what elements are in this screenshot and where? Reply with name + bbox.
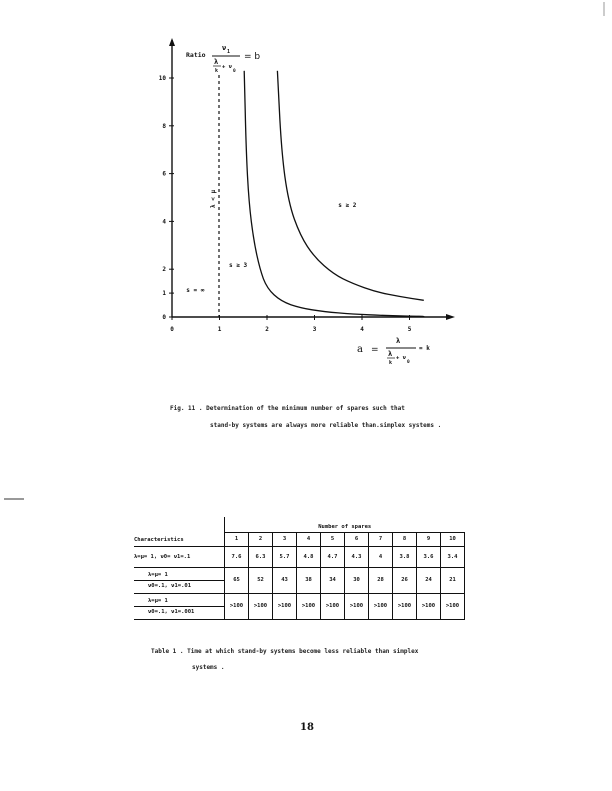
table-cell: >100 — [393, 593, 417, 619]
table-cell: 26 — [393, 567, 417, 593]
table-cell: 28 — [369, 567, 393, 593]
y-title-equals: = b — [244, 52, 261, 62]
table-cell: 6.3 — [249, 546, 273, 567]
x-title-numerator: λ — [396, 337, 401, 345]
row-characteristics-label — [134, 567, 225, 593]
table-cell: >100 — [249, 593, 273, 619]
y-tick-label: 6 — [162, 170, 166, 178]
x-title-a: a — [357, 344, 363, 355]
x-tick-label: 3 — [312, 326, 317, 333]
table-cell: 21 — [441, 567, 465, 593]
row-label-line2: ν0=.1, ν1=.001 — [148, 608, 195, 615]
table-row — [134, 546, 465, 567]
x-ticks — [170, 315, 412, 333]
spares-table — [134, 517, 465, 620]
x-title-denominator-k: k — [389, 360, 393, 366]
x-title-denominator-sub: 0 — [407, 360, 410, 365]
y-axis-arrowhead — [169, 38, 175, 46]
x-title-denominator-plus: + ν — [396, 355, 406, 361]
y-tick-label: 2 — [162, 266, 166, 274]
spares-column-header: 2 — [249, 532, 273, 546]
y-title-numerator-sub: 1 — [227, 49, 231, 55]
y-tick-label: 0 — [162, 314, 166, 321]
table-cell: 4.3 — [345, 546, 369, 567]
table-cell: >100 — [345, 593, 369, 619]
asymptote-label: λ < μ — [210, 189, 217, 208]
row-label-line1: λ=μ= 1 — [134, 570, 224, 581]
table-cell: 52 — [249, 567, 273, 593]
y-axis-title — [186, 44, 260, 74]
table-caption-line1: Table 1 . Time at which stand-by systems become less reliable than simplex — [151, 648, 419, 655]
table-cell: >100 — [321, 593, 345, 619]
table-cell: >100 — [417, 593, 441, 619]
y-title-denominator-sub: 0 — [233, 69, 236, 74]
table-cell: 34 — [321, 567, 345, 593]
table-cell: 7.6 — [225, 546, 249, 567]
row-characteristics-label — [134, 546, 225, 567]
spares-header: Number of spares — [225, 517, 465, 532]
y-tick-label: 10 — [158, 75, 166, 82]
table-row — [134, 593, 465, 619]
y-title-numerator: ν — [222, 44, 227, 52]
table-cell: 38 — [297, 567, 321, 593]
table-caption-line2: systems . — [192, 664, 225, 671]
y-title-denominator: λ — [214, 58, 219, 66]
x-title-equals: = — [371, 345, 379, 355]
spares-column-header: 3 — [273, 532, 297, 546]
table-cell: 5.7 — [273, 546, 297, 567]
table-cell: >100 — [369, 593, 393, 619]
table-cell: 3.6 — [417, 546, 441, 567]
table-cell: 24 — [417, 567, 441, 593]
row-label-line2: ν0=.1, ν1=.01 — [148, 582, 192, 589]
y-tick-label: 4 — [162, 218, 166, 226]
spares-column-header: 7 — [369, 532, 393, 546]
row-label-line1: λ=μ= 1 — [134, 596, 224, 607]
table-cell: 3.8 — [393, 546, 417, 567]
page-number: 18 — [300, 722, 314, 733]
table-cell: 3.4 — [441, 546, 465, 567]
table-cell: >100 — [273, 593, 297, 619]
curve-annotations — [186, 202, 356, 294]
x-tick-label: 1 — [217, 326, 222, 333]
y-title-word: Ratio — [186, 51, 206, 59]
spares-column-header: 5 — [321, 532, 345, 546]
curve-annotation: s ≥ 3 — [229, 261, 248, 269]
spares-column-header: 8 — [393, 532, 417, 546]
curve-s-ge-3 — [244, 71, 424, 317]
table-cell: >100 — [225, 593, 249, 619]
spares-column-header: 1 — [225, 532, 249, 546]
figure-caption-line2: stand-by systems are always more reliable than.simplex systems . — [210, 422, 442, 429]
spares-column-header: 10 — [441, 532, 465, 546]
x-axis-arrowhead — [446, 314, 455, 320]
characteristics-header: Characteristics — [134, 517, 225, 546]
table-cell: 4.8 — [297, 546, 321, 567]
x-tick-label: 4 — [360, 326, 364, 333]
y-title-denominator-plus: + ν — [222, 64, 232, 70]
table-cell: >100 — [441, 593, 465, 619]
row-characteristics-label — [134, 593, 225, 619]
table-cell: 43 — [273, 567, 297, 593]
x-tick-label: 2 — [265, 326, 269, 333]
row-label-line1: λ=μ= 1, ν0= ν1=.1 — [134, 553, 191, 560]
y-title-denominator-k: k — [215, 68, 219, 74]
y-tick-label: 1 — [162, 290, 166, 298]
table-cell: 4.7 — [321, 546, 345, 567]
table-cell: 4 — [369, 546, 393, 567]
spares-column-header: 4 — [297, 532, 321, 546]
table-cell: 30 — [345, 567, 369, 593]
y-tick-label: 8 — [162, 122, 166, 130]
table-row — [134, 567, 465, 593]
curve-s-ge-2 — [277, 71, 423, 300]
spares-column-header: 9 — [417, 532, 441, 546]
table-cell: >100 — [297, 593, 321, 619]
x-axis-title — [357, 337, 430, 366]
curve-annotation: s ≥ 2 — [338, 202, 357, 210]
x-title-denominator: λ — [388, 350, 393, 358]
x-tick-label: 5 — [407, 326, 412, 333]
x-tick-label: 0 — [170, 326, 174, 333]
curve-annotation: s = ∞ — [186, 286, 205, 294]
table-cell: 65 — [225, 567, 249, 593]
figure-caption-line1: Fig. 11 . Determination of the minimum number of spares such that — [170, 405, 405, 412]
spares-column-header: 6 — [345, 532, 369, 546]
x-title-tail: = k — [419, 345, 430, 352]
